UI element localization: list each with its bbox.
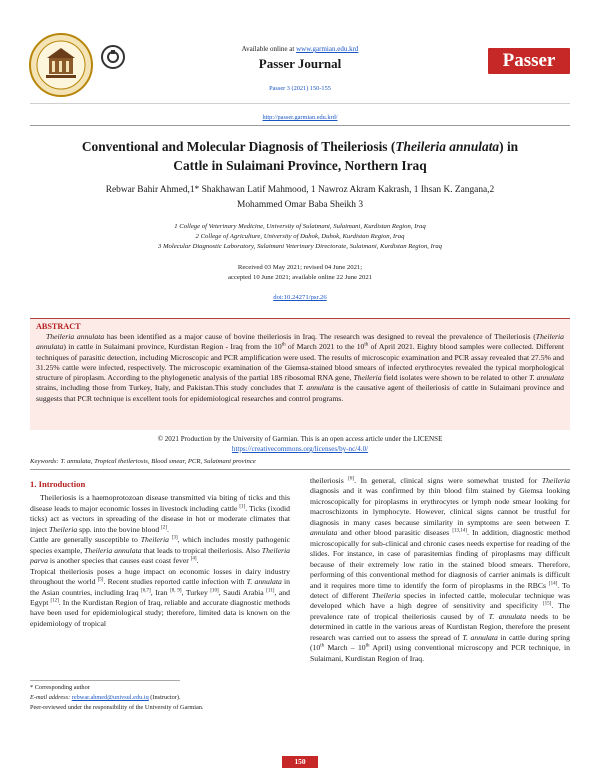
email-note: E-mail address: rebwar.ahmed@univsul.edu.iq (Instructor). <box>30 694 181 701</box>
intro-paragraph-3: Tropical theileriosis poses a huge impact on economic losses in dairy industry throughout the world [5]. Recent studies reported cattle infection with T. annulata in the Asian countries, including Iraq [6,7], Iran [8, 9], Turkey [10], Saudi Arabia [11], and Egypt [12]. In the Kurdistan Region of Iraq, reliable and accurate diagnostic methods have been used for epidemiological study; therefore, limited data is known on the epidemiology of tropical <box>30 566 290 628</box>
article-dates: Received 03 May 2021; revised 04 June 2021; accepted 10 June 2021; available online 22 June 2021 <box>227 264 373 281</box>
intro-paragraph-1: Theileriosis is a haemoprotozoan disease transmitted via biting of ticks and this disease leads to major economic losses in livestock including cattle [1]. Ticks (ixodid ticks) act as vectors in spreading of the disease in hot or moderate climates that inject Theileria spp. into the bovine blood [2]. <box>30 493 290 534</box>
keywords-divider <box>30 469 570 470</box>
keywords: Keywords: T. annulata, Tropical theileriosis, Blood smear, PCR, Sulaimani province <box>30 458 256 465</box>
affiliations <box>30 222 570 251</box>
license-block: © 2021 Production by the University of Garmian. This is an open access article under the LICENSE https://creativecommons.org/licenses/by-nc/4.0/ <box>157 435 443 453</box>
license-link[interactable]: https://creativecommons.org/licenses/by-nc/4.0/ <box>231 445 369 453</box>
journal-volume: Passer 3 (2021) 150-155 <box>269 85 331 92</box>
header-divider-2 <box>30 125 570 126</box>
page-number: 150 <box>282 756 318 768</box>
peer-review-note: Peer-reviewed under the responsibility of the University of Garmian. <box>30 704 204 711</box>
available-online: Available online at www.garmian.edu.krd <box>241 45 359 53</box>
body-column-right <box>310 476 570 664</box>
footnote-divider <box>30 680 180 681</box>
passer-logo: Passer <box>488 48 570 74</box>
section-heading-introduction: 1. Introduction <box>30 479 86 489</box>
affiliation-3: 3 Molecular Diagnostic Laboratory, Sulaimani Veterinary Directorate, Sulaimani, Kurdistan Region, Iraq <box>157 242 443 250</box>
doi-line <box>0 294 600 301</box>
email-link[interactable]: rebwar.ahmed@univsul.edu.iq <box>71 694 149 701</box>
affiliation-2: 2 College of Agriculture, University of Duhok, Duhok, Kurdistan Region, Iraq <box>195 232 405 240</box>
journal-url-link[interactable]: http://passer.garmian.edu.krd/ <box>262 114 338 121</box>
paper-title: Conventional and Molecular Diagnosis of Theileriosis (Theileria annulata) in Cattle in Sulaimani Province, Northern Iraq <box>81 139 519 173</box>
journal-title: Passer Journal <box>258 56 342 71</box>
intro-paragraph-2: Cattle are generally susceptible to Theileria [3], which includes mostly pathogenic species example, Theileria annulata that leads to tropical theileriosis. Also Theileria parva is another species that causes east coast fever [4]. <box>30 535 291 566</box>
journal-url-line <box>0 114 600 121</box>
corresponding-author-note: * Corresponding author <box>30 684 90 691</box>
intro-paragraph-4: theileriosis [6]. In general, clinical signs were somewhat trusted for Theileria diagnosis and it was confirmed by thin blood film stained by Giemsa looking microscopically for piroplasms in erythrocytes or lymph node smear looking for macroschizonts in lymphocyte. However, clinical signs cannot be trustful for diagnosis in many cases because similarity in symptoms are seen between T. annulata and other blood parasitic diseases [13,14]. In addition, diagnostic method microscopically for sub-clinical and chronic cases needs expertise for reading of the slides. For instance, in case of parasitemias finding of piroplasms may difficult because of their extremely low ratio in the stained blood smears. Therefore, performing of this conventional method for diagnosis of carrier animals is difficult and it requires more time to identify the form of piroplasms in the RBCs [14]. To detect of different Theileria species in infected cattle, molecular technique was developed which have a high degree of sensitivity and specificity [15]. The prevalence rate of tropical theileriosis caused by of T. annulata needs to be determined in cattle in the various areas of Kurdistan Region, therefore the present research was carried out to assess the spread of T. annulata in cattle during spring (10th March – 10th April) using conventional microscopy and PCR technique, in Sulaimani, Kurdistan Region of Iraq. <box>310 476 570 663</box>
abstract-heading: ABSTRACT <box>36 322 81 331</box>
header-divider <box>30 103 570 104</box>
affiliation-1: 1 College of Veterinary Medicine, University of Sulaimani, Sulaimani, Kurdistan Region, Iraq <box>174 223 426 230</box>
abstract-text: Theileria annulata has been identified as a major cause of bovine theileriosis in Iraq. The research was designed to reveal the prevalence of Theileriosis (Theileria annulata) in cattle in Sulaimani province, Kurdistan Region - Iraq from the 10th of March 2021 to the 10th of April 2021. Eighty blood samples were collected. Different techniques of parasitic detection, including Microscopic and PCR amplification were used. The results of microscopic examination and PCR assay revealed that 27.5% and 31.25% cattle were infected, respectively. The microscopic examination of the Giemsa-stained blood smears of infected erythrocytes revealed the typical morphological structure of piroplasm. According to the phylogenetic analysis of the partial 18S ribosomal RNA gene, Theileria field isolates were shown to be related to other T. annulata strains, including those from Turkey, Italy, and Pakistan.This study concludes that T. annulata is the causative agent of theileriosis of cattle in Sulaimani province and suggests that PCR technique is excellent tools for epidemiological researches and control programs. <box>36 332 564 403</box>
abstract-box <box>30 318 570 430</box>
footnotes <box>30 683 295 713</box>
author-list: Rebwar Bahir Ahmed,1* Shakhawan Latif Mahmood, 1 Nawroz Akram Kakrash, 1 Ihsan K. Zangana,2 Mohammed Omar Baba Sheikh 3 <box>105 185 495 210</box>
body-column-left <box>30 476 290 629</box>
doi-link[interactable]: doi:10.24271/psr.26 <box>273 294 327 301</box>
garmian-link[interactable]: www.garmian.edu.krd <box>296 45 359 53</box>
